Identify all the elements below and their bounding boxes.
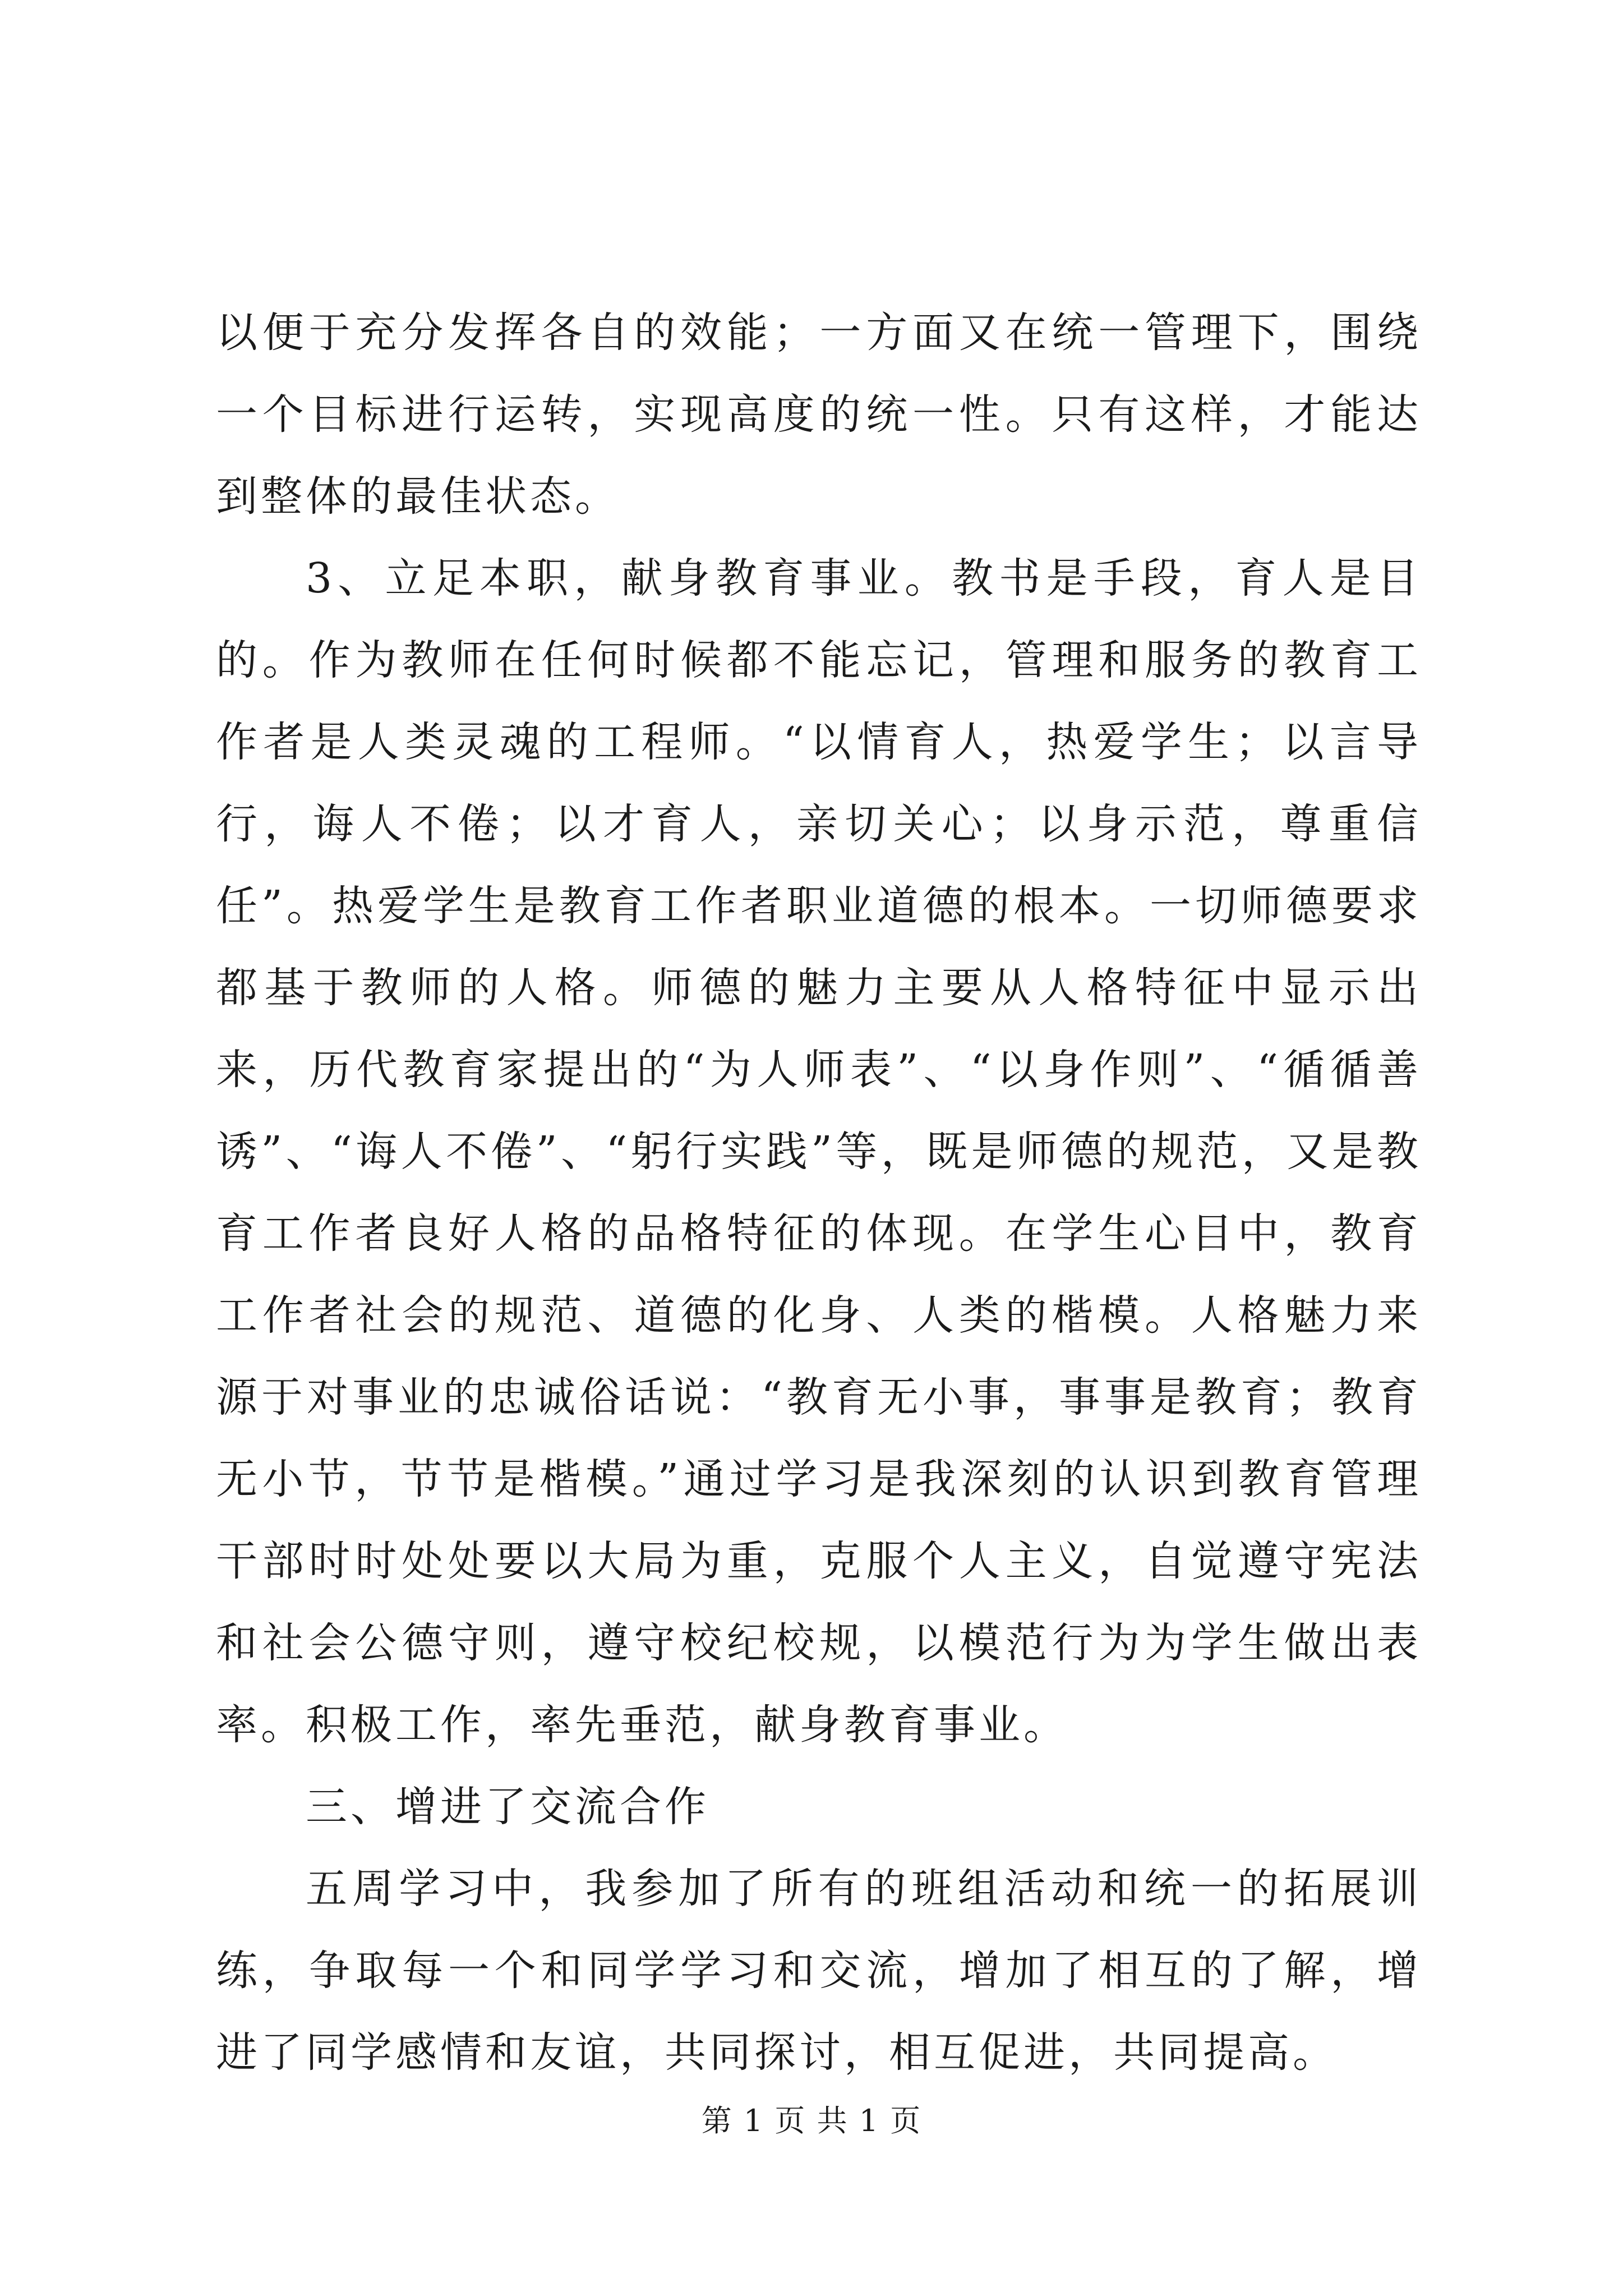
page-footer: 第 1 页 共 1 页 [701,2103,922,2138]
paragraph-continuation: 以便于充分发挥各自的效能；一方面又在统一管理下，围绕一个目标进行运转，实现高度的统一性。只有这样，才能达到整体的最佳状态。 [216,309,1422,521]
paragraph-dedication: 3、立足本职，献身教育事业。教书是手段，育人是目的。作为教师在任何时候都不能忘记，管理和服务的教育工作者是人类灵魂的工程师。“以情育人，热爱学生；以言导行，诲人不倦；以才育人，亲切关心；以身示范，尊重信任”。热爱学生是教育工作者职业道德的根本。一切师德要求都基于教师的人格。师德的魅力主要从人格特征中显示出来，历代教育家提出的“为人师表”、“以身作则”、“循循善诱”、“诲人不倦”、“躬行实践”等，既是师德的规范，又是教育工作者良好人格的品格特征的体现。在学生心目中，教育工作者社会的规范、道德的化身、人类的楷模。人格魅力来源于对事业的忠诚俗话说：“教育无小事，事事是教育；教育无小节，节节是楷模。”通过学习是我深刻的认识到教育管理干部时时处处要以大局为重，克服个人主义，自觉遵守宪法和社会公德守则，遵守校纪校规，以模范行为为学生做出表率。积极工作，率先垂范，献身教育事业。 [216,554,1422,1749]
paragraph-exchange: 五周学习中，我参加了所有的班组活动和统一的拓展训练，争取每一个和同学学习和交流，增加了相互的了解，增进了同学感情和友谊，共同探讨，相互促进，共同提高。 [216,1865,1422,2077]
document-body [216,292,1422,2093]
section-heading: 三、增进了交流合作 [306,1783,709,1831]
